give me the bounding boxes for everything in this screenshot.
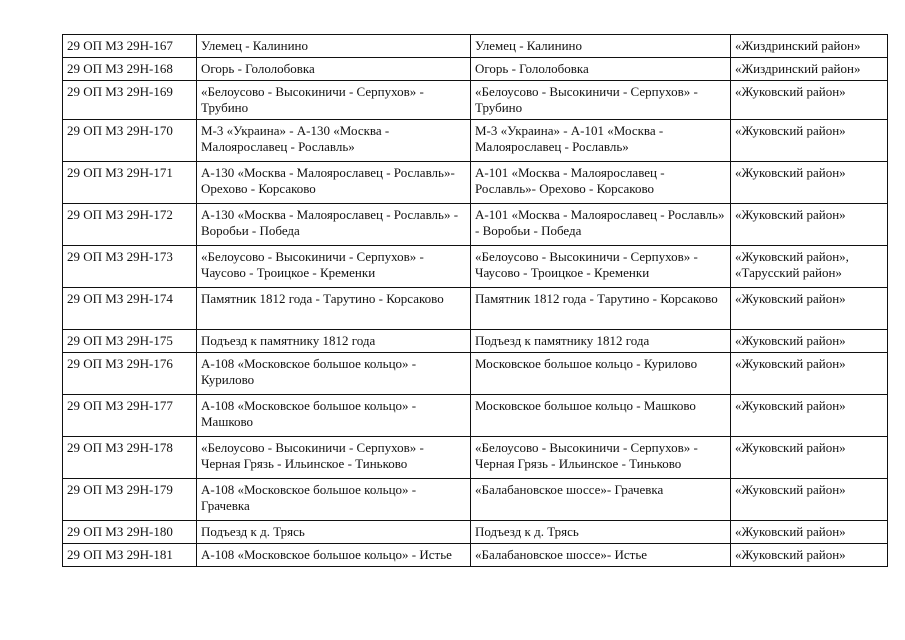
old-name-cell: А-130 «Москва - Малоярославец - Рославль» - Воробьи - Победа (197, 204, 471, 246)
road-code-cell: 29 ОП МЗ 29Н-167 (63, 35, 197, 58)
new-name-cell: А-101 «Москва - Малоярославец - Рославль»- Орехово - Корсаково (471, 162, 731, 204)
district-cell: «Жуковский район» (731, 544, 888, 567)
table-row (63, 479, 888, 521)
old-name-cell: Подъезд к д. Трясь (197, 521, 471, 544)
new-name-cell: «Белоусово - Высокиничи - Серпухов» - Трубино (471, 81, 731, 120)
district-cell: «Жуковский район» (731, 81, 888, 120)
old-name-cell: А-108 «Московское большое кольцо» - Грачевка (197, 479, 471, 521)
old-name-cell: Подъезд к памятнику 1812 года (197, 330, 471, 353)
new-name-cell: Московское большое кольцо - Машково (471, 395, 731, 437)
old-name-cell: А-108 «Московское большое кольцо» - Курилово (197, 353, 471, 395)
roads-table (62, 34, 888, 567)
district-cell: «Жуковский район» (731, 353, 888, 395)
table-row (63, 246, 888, 288)
table-row (63, 437, 888, 479)
district-cell: «Жиздринский район» (731, 58, 888, 81)
road-code-cell: 29 ОП МЗ 29Н-177 (63, 395, 197, 437)
old-name-cell: А-108 «Московское большое кольцо» - Истье (197, 544, 471, 567)
old-name-cell: Памятник 1812 года - Тарутино - Корсаково (197, 288, 471, 330)
district-cell: «Жуковский район» (731, 204, 888, 246)
district-cell: «Жуковский район», «Тарусский район» (731, 246, 888, 288)
new-name-cell: Огорь - Гололобовка (471, 58, 731, 81)
new-name-cell: Улемец - Калинино (471, 35, 731, 58)
old-name-cell: Огорь - Гололобовка (197, 58, 471, 81)
road-code-cell: 29 ОП МЗ 29Н-178 (63, 437, 197, 479)
old-name-cell: «Белоусово - Высокиничи - Серпухов» - Чаусово - Троицкое - Кременки (197, 246, 471, 288)
road-code-cell: 29 ОП МЗ 29Н-175 (63, 330, 197, 353)
district-cell: «Жуковский район» (731, 437, 888, 479)
new-name-cell: М-3 «Украина» - А-101 «Москва - Малоярославец - Рославль» (471, 120, 731, 162)
road-code-cell: 29 ОП МЗ 29Н-181 (63, 544, 197, 567)
table-row (63, 35, 888, 58)
district-cell: «Жуковский район» (731, 479, 888, 521)
district-cell: «Жуковский район» (731, 330, 888, 353)
new-name-cell: А-101 «Москва - Малоярославец - Рославль» - Воробьи - Победа (471, 204, 731, 246)
old-name-cell: «Белоусово - Высокиничи - Серпухов» - Трубино (197, 81, 471, 120)
new-name-cell: Подъезд к д. Трясь (471, 521, 731, 544)
table-row (63, 330, 888, 353)
new-name-cell: «Белоусово - Высокиничи - Серпухов» - Чаусово - Троицкое - Кременки (471, 246, 731, 288)
road-code-cell: 29 ОП МЗ 29Н-173 (63, 246, 197, 288)
road-code-cell: 29 ОП МЗ 29Н-176 (63, 353, 197, 395)
old-name-cell: Улемец - Калинино (197, 35, 471, 58)
table-row (63, 353, 888, 395)
road-code-cell: 29 ОП МЗ 29Н-179 (63, 479, 197, 521)
new-name-cell: Подъезд к памятнику 1812 года (471, 330, 731, 353)
road-code-cell: 29 ОП МЗ 29Н-174 (63, 288, 197, 330)
table-row (63, 288, 888, 330)
table-row (63, 120, 888, 162)
road-code-cell: 29 ОП МЗ 29Н-171 (63, 162, 197, 204)
road-code-cell: 29 ОП МЗ 29Н-169 (63, 81, 197, 120)
roads-table-body (63, 35, 888, 567)
table-row (63, 81, 888, 120)
old-name-cell: «Белоусово - Высокиничи - Серпухов» - Черная Грязь - Ильинское - Тиньково (197, 437, 471, 479)
new-name-cell: «Балабановское шоссе»- Истье (471, 544, 731, 567)
table-row (63, 544, 888, 567)
district-cell: «Жуковский район» (731, 395, 888, 437)
old-name-cell: А-130 «Москва - Малоярославец - Рославль»- Орехово - Корсаково (197, 162, 471, 204)
district-cell: «Жуковский район» (731, 521, 888, 544)
road-code-cell: 29 ОП МЗ 29Н-180 (63, 521, 197, 544)
district-cell: «Жиздринский район» (731, 35, 888, 58)
old-name-cell: М-3 «Украина» - А-130 «Москва - Малоярославец - Рославль» (197, 120, 471, 162)
table-row (63, 58, 888, 81)
new-name-cell: Московское большое кольцо - Курилово (471, 353, 731, 395)
table-row (63, 162, 888, 204)
new-name-cell: Памятник 1812 года - Тарутино - Корсаково (471, 288, 731, 330)
district-cell: «Жуковский район» (731, 120, 888, 162)
table-row (63, 395, 888, 437)
new-name-cell: «Белоусово - Высокиничи - Серпухов» - Черная Грязь - Ильинское - Тиньково (471, 437, 731, 479)
district-cell: «Жуковский район» (731, 288, 888, 330)
road-code-cell: 29 ОП МЗ 29Н-172 (63, 204, 197, 246)
road-code-cell: 29 ОП МЗ 29Н-170 (63, 120, 197, 162)
district-cell: «Жуковский район» (731, 162, 888, 204)
road-code-cell: 29 ОП МЗ 29Н-168 (63, 58, 197, 81)
table-row (63, 204, 888, 246)
table-row (63, 521, 888, 544)
old-name-cell: А-108 «Московское большое кольцо» - Машково (197, 395, 471, 437)
new-name-cell: «Балабановское шоссе»- Грачевка (471, 479, 731, 521)
